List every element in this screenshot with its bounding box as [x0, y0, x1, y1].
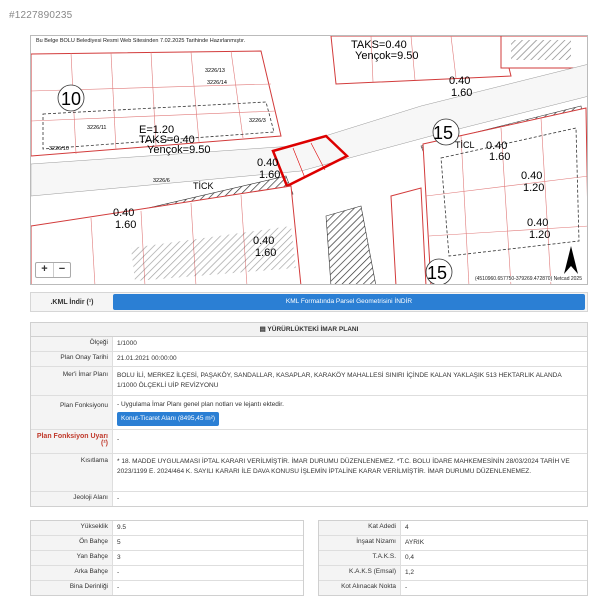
- parcel-code-d: 3226/3: [249, 118, 266, 124]
- row-value: 0,4: [405, 554, 415, 561]
- ratio-c2: 1.60: [489, 151, 511, 163]
- row-value: -: [117, 584, 120, 591]
- road-number-15-a: 15: [433, 123, 454, 143]
- listing-id: #1227890235: [9, 10, 73, 21]
- row-key: Kot Alınacak Nokta: [319, 581, 401, 595]
- parcel-code-e: 3226/6: [153, 178, 170, 184]
- row-key: Mer'i İmar Planı: [31, 367, 113, 395]
- ratio-f1: 0.40: [113, 207, 135, 219]
- plan-row-scale: [31, 337, 587, 352]
- row-key: Kısıtlama: [31, 454, 113, 491]
- label-taks-top: TAKS=0.40: [351, 39, 407, 51]
- parcel-code-b: 3226/13: [205, 68, 225, 74]
- row-value: -: [117, 495, 120, 502]
- ratio-e1: 0.40: [527, 217, 549, 229]
- row-value: -: [405, 584, 408, 591]
- row-value: 21.01.2021 00:00:00: [117, 355, 177, 362]
- row-value: [113, 396, 587, 429]
- row-key: T.A.K.S.: [319, 551, 401, 565]
- ratio-g1: 0.40: [253, 235, 275, 247]
- label-yencok-mid: Yençok=9.50: [147, 144, 211, 156]
- plan-table-title: [31, 323, 587, 337]
- ratio-g2: 1.60: [255, 247, 277, 259]
- map-footer-note: (4510960.657750-379269.472870) Netcad 2025: [474, 276, 582, 282]
- zoom-in-button[interactable]: +: [41, 263, 48, 275]
- ratio-a2: 1.60: [451, 87, 473, 99]
- param-row: [31, 581, 303, 595]
- ratio-d2: 1.20: [523, 182, 545, 194]
- ratio-c1: 0.40: [486, 140, 508, 152]
- plan-row-function: [31, 396, 587, 430]
- ratio-d1: 0.40: [521, 170, 543, 182]
- map-canvas[interactable]: [31, 36, 588, 285]
- row-value: 1,2: [405, 569, 415, 576]
- row-key: Plan Fonksiyonu: [31, 396, 113, 429]
- row-value: 3: [117, 554, 121, 561]
- zoning-map[interactable]: [30, 35, 588, 285]
- row-key: Arka Bahçe: [31, 566, 113, 580]
- ratio-b1: 0.40: [257, 157, 279, 169]
- building-params-left: [30, 520, 304, 596]
- label-yencok-top: Yençok=9.50: [355, 50, 419, 62]
- zone-area-button[interactable]: Konut-Ticaret Alanı (8495,45 m²): [117, 412, 219, 426]
- label-ticl-a: TİCL: [455, 140, 475, 150]
- param-row: [31, 521, 303, 536]
- row-value: 9.5: [117, 524, 127, 531]
- zoom-control: [35, 262, 71, 278]
- plan-row-approval-date: [31, 352, 587, 367]
- param-row: [31, 536, 303, 551]
- parcel-code-a: 3226/14: [207, 80, 227, 86]
- label-taks-mid: TAKS=0.40: [139, 134, 195, 146]
- ratio-a1: 0.40: [449, 75, 471, 87]
- kml-label: .KML İndir (¹): [50, 298, 94, 306]
- plan-title-text: YÜRÜRLÜKTEKİ İMAR PLANI: [267, 326, 359, 333]
- kml-download-bar: [30, 292, 588, 312]
- row-key: Ölçeği: [31, 337, 113, 351]
- ratio-e2: 1.20: [529, 229, 551, 241]
- row-value: BOLU İLİ, MERKEZ İLÇESİ, PAŞAKÖY, SANDALLAR, KASAPLAR, KARAKÖY MAHALLESİ SINIRI İÇİNDE KALAN YAKLAŞIK 513 HEKTARLIK ALANDA 1/1000 ÖLÇEKLİ UİP REVİZYONU: [117, 372, 562, 389]
- row-key: K.A.K.S (Emsal): [319, 566, 401, 580]
- row-value: -: [117, 569, 120, 576]
- param-row: [319, 566, 587, 581]
- row-key: Kat Adedi: [319, 521, 401, 535]
- row-value: 5: [117, 539, 121, 546]
- plan-row-current-plan: [31, 367, 587, 396]
- row-value: 4: [405, 524, 409, 531]
- road-number-10: 10: [61, 89, 82, 109]
- row-value: -: [117, 436, 120, 443]
- row-key: İnşaat Nizamı: [319, 536, 401, 550]
- plan-row-restriction: [31, 454, 587, 492]
- ratio-f2: 1.60: [115, 219, 137, 231]
- row-key: Plan Onay Tarihi: [31, 352, 113, 366]
- row-key: Plan Fonksiyon Uyarı (²): [31, 430, 113, 453]
- row-key: Yan Bahçe: [31, 551, 113, 565]
- row-value: * 18. MADDE UYGULAMASI İPTAL KARARI VERİLMİŞTİR. İMAR DURUMU DÜZENLENEMEZ. *T.C. BOLU İDARE MAHKEMESİNİN 28/03/2024 TARİH VE 2023/1199 E. 2024/464 K. SAYILI KARARI İLE DAVA KONUSU İŞLEMİN İPTALİNE KARAR VERİLMİŞTİR. İMAR DURUMU DÜZENLENEMEZ.: [117, 458, 570, 475]
- document-icon: ▤: [259, 326, 268, 333]
- parcel-code-f: 3226/10: [49, 146, 69, 152]
- road-number-15-b: 15: [427, 263, 448, 283]
- param-row: [319, 551, 587, 566]
- function-note: - Uygulama İmar Planı genel plan notları ve lejantı ektedir.: [117, 401, 284, 408]
- row-key: Yükseklik: [31, 521, 113, 535]
- map-header-note: Bu Belge BOLU Belediyesi Resmi Web Sitesinden 7.02.2025 Tarihinde Hazırlanmıştır.: [36, 38, 246, 44]
- kml-download-button[interactable]: KML Formatında Parsel Geometrisini İNDİR: [113, 294, 585, 310]
- label-e-mid: E=1.20: [139, 124, 175, 136]
- row-key: Bina Derinliği: [31, 581, 113, 595]
- row-key: Jeoloji Alanı: [31, 492, 113, 506]
- zoom-out-button[interactable]: −: [53, 263, 70, 277]
- row-value: 1/1000: [117, 340, 137, 347]
- building-params-right: [318, 520, 588, 596]
- row-key: Ön Bahçe: [31, 536, 113, 550]
- label-ticl-b: TİCK: [193, 181, 214, 191]
- ratio-b2: 1.60: [259, 169, 281, 181]
- param-row: [319, 581, 587, 595]
- param-row: [319, 536, 587, 551]
- row-value: AYRIK: [405, 539, 425, 546]
- param-row: [319, 521, 587, 536]
- zoning-plan-table: [30, 322, 588, 507]
- plan-row-function-warning: [31, 430, 587, 454]
- parcel-code-c: 3226/11: [87, 125, 107, 131]
- param-row: [31, 566, 303, 581]
- plan-row-geology: [31, 492, 587, 506]
- param-row: [31, 551, 303, 566]
